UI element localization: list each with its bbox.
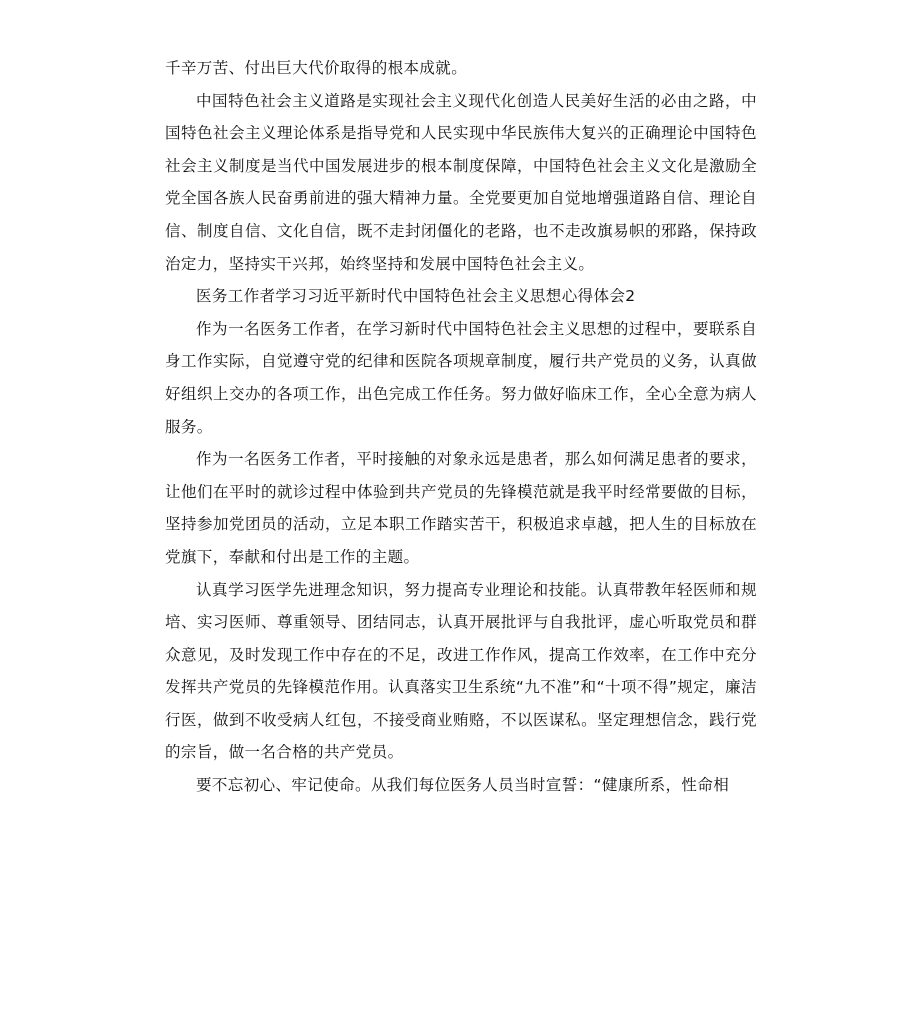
paragraph-original-mission: 要不忘初心、牢记使命。从我们每位医务人员当时宣誓：“健康所系，性命相: [196, 776, 730, 795]
section-heading: 医务工作者学习习近平新时代中国特色社会主义思想心得体会2: [196, 287, 636, 306]
paragraph-continuation: 千辛万苦、付出巨大代价取得的根本成就。: [165, 59, 468, 77]
paragraph-patients: 作为一名医务工作者，平时接触的对象永远是患者，那么如何满足患者的要求，让他们在平时的就诊过程中体验到共产党员的先锋模范就是我平时经常要做的目标，坚持参加党团员的活动，立足本职工作踏实苦干，积极追求卓越，把人生的目标放在党旗下，奉献和付出是工作的主题。: [165, 450, 757, 566]
paragraph-socialism-path: 中国特色社会主义道路是实现社会主义现代化创造人民美好生活的必由之路，中国特色社会主义理论体系是指导党和人民实现中华民族伟大复兴的正确理论中国特色社会主义制度是当代中国发展进步的根本制度保障，中国特色社会主义文化是激励全党全国各族人民奋勇前进的强大精神力量。全党要更加自觉地增强道路自信、理论自信、制度自信、文化自信，既不走封闭僵化的老路，也不走改旗易帜的邪路，保持政治定力，坚持实干兴邦，始终坚持和发展中国特色社会主义。: [165, 91, 757, 273]
paragraph-medical-worker-study: 作为一名医务工作者，在学习新时代中国特色社会主义思想的过程中，要联系自身工作实际，自觉遵守党的纪律和医院各项规章制度，履行共产党员的义务，认真做好组织上交办的各项工作，出色完成工作任务。努力做好临床工作，全心全意为病人服务。: [165, 319, 757, 436]
paragraph-professional-skills: 认真学习医学先进理念知识，努力提高专业理论和技能。认真带教年轻医师和规培、实习医师、尊重领导、团结同志，认真开展批评与自我批评，虚心听取党员和群众意见，及时发现工作中存在的不足，改进工作作风，提高工作效率，在工作中充分发挥共产党员的先锋模范作用。认真落实卫生系统“九不准”和“十项不得”规定，廉洁行医，做到不收受病人红包，不接受商业贿赂，不以医谋私。坚定理想信念，践行党的宗旨，做一名合格的共产党员。: [165, 580, 757, 762]
document-body: [165, 52, 757, 802]
